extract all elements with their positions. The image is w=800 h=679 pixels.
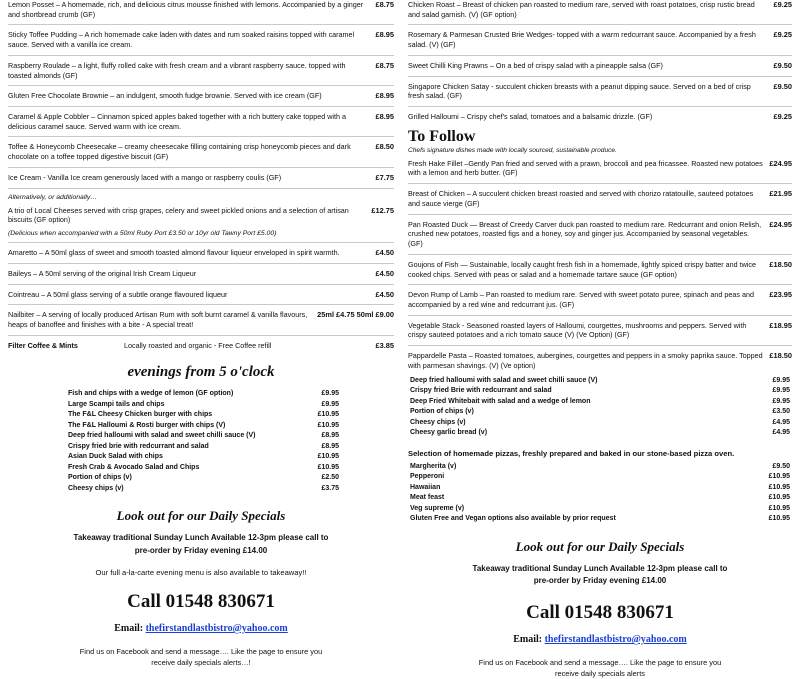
item-price: £10.95 [317,463,339,471]
divider [8,85,394,86]
item-name: Fresh Crab & Avocado Salad and Chips [68,463,200,471]
item-name: Meat feast [410,494,445,502]
divider [8,284,394,285]
menu-item [408,351,792,370]
list-item [410,418,790,429]
item-name: Crispy fried brie with redcurrant and salad [68,442,209,450]
menu-item [8,173,394,183]
menu-item-price: £8.75 [375,60,394,70]
list-item [410,397,790,408]
list-item [410,428,790,439]
item-price: £9.95 [772,387,790,395]
menu-item-description: Gluten Free Chocolate Brownie – an indulgent, smooth fudge brownie. Served with ice cream (GF) [8,91,322,101]
item-name: Gluten Free and Vegan options also available by prior request [410,515,616,523]
divider [8,167,394,168]
item-name: Portion of chips (v) [68,474,132,482]
list-item [68,421,339,432]
takeaway-line-2: pre-order by Friday evening £14.00 [533,576,667,586]
menu-item-price: £18.95 [769,320,792,330]
divider [8,188,394,189]
list-item [410,504,790,515]
item-price: £4.95 [772,418,790,426]
item-name: Cheesy garlic bread (v) [410,429,488,437]
divider [408,254,792,255]
menu-item [8,30,394,49]
email-label: Email: [114,622,144,634]
list-item [410,493,790,504]
item-name: Pepperoni [410,473,445,481]
menu-item-description: Raspberry Roulade – a light, fluffy rolled cake with fresh cream and a vibrant raspberry sauce. topped with toasted almonds (GF) [8,60,346,80]
list-item [410,472,790,483]
menu-item [408,0,792,19]
item-price: £10.95 [768,515,790,523]
item-name: Hawaiian [410,483,441,491]
list-item [68,389,339,400]
evening-heading: evenings from 5 o'clock [127,364,275,381]
item-name: Deep Fried Whitebait with salad and a wedge of lemon [410,397,591,405]
list-item [410,462,790,473]
item-name: Veg supreme (v) [410,504,465,512]
menu-item-description: Rosemary & Parmesan Crusted Brie Wedges- topped with a warm redcurrant sauce. Accompanied by a fresh salad. (V) (GF) [408,30,756,50]
divider [408,55,792,56]
phone-number: Call 01548 830671 [526,602,674,624]
item-name: Deep fried halloumi with salad and sweet chilli sauce (V) [410,376,598,384]
menu-item [8,269,394,279]
menu-item [408,220,792,249]
right-column [400,0,800,679]
divider [408,345,792,346]
divider [8,24,394,25]
list-item [68,410,339,421]
item-name: The F&L Cheesy Chicken burger with chips [68,411,213,419]
menu-item-price: £9.50 [773,81,792,91]
menu-item-description: Sticky Toffee Pudding – A rich homemade cake laden with dates and rum soaked raisins topped with caramel sauce. Served with a vanilla ice cream. [8,30,355,50]
menu-item-price: £8.50 [375,142,394,152]
cheese-port-note: (Delicious when accompanied with a 50ml Ruby Port £3.50 or 10yr old Tawny Port £5.00) [8,230,277,238]
menu-item-description: Grilled Halloumi – Crispy chef's salad, tomatoes and a balsamic drizzle. (GF) [408,112,653,122]
menu-item [408,61,792,71]
email-link[interactable]: thefirstandlastbistro@yahoo.com [145,622,288,634]
list-item [410,386,790,397]
takeaway-notice [408,563,792,589]
menu-item [408,189,792,208]
menu-item-price: £8.95 [375,112,394,122]
menu-item-description: Vegetable Stack - Seasoned roasted layers of Halloumi, courgettes, mushrooms and peppers. Served with crispy sauteed potatoes and a rich tomato sauce (V) (Ve Option) (GF) [408,320,747,340]
divider [8,263,394,264]
menu-item-price: £24.95 [769,219,792,229]
menu-item-price: £4.50 [375,268,394,278]
menu-item-price: £9.50 [773,60,792,70]
facebook-line-2: receive daily specials alerts [555,669,645,679]
item-name: Portion of chips (v) [410,408,474,416]
item-price: £9.95 [321,390,339,398]
divider [8,242,394,243]
facebook-notice [8,646,394,668]
left-column [0,0,400,668]
item-name: Large Scampi tails and chips [68,400,165,408]
menu-item-price: £18.50 [769,351,792,361]
item-price: £10.95 [768,483,790,491]
item-name: Fish and chips with a wedge of lemon (GF option) [68,390,234,398]
facebook-line-1: Find us on Facebook and send a message…. Like the page to ensure you [79,646,323,656]
menu-item-price: £4.50 [375,248,394,258]
pizza-list [408,462,792,525]
cheese-description: A trio of Local Cheeses served with crisp grapes, celery and sweet pickled onions and a selection of artisan biscuits (GF option) [8,205,349,225]
list-item [68,400,339,411]
alacarte-notice: Our full a-la-carte evening menu is also available to takeaway!! [95,567,307,577]
menu-item-description: Lemon Posset – A homemade, rich, and delicious citrus mousse finished with lemons. Accompanied by a ginger and shortbread crumb (GF) [8,0,364,19]
list-item [410,376,790,387]
menu-item-price: £7.75 [375,172,394,182]
alternatively-note: Alternatively, or additionally… [8,193,98,201]
menu-item [408,112,792,122]
cheese-item [8,206,394,225]
takeaway-line-2: pre-order by Friday evening £14.00 [134,546,268,556]
menu-item-description: Caramel & Apple Cobbler – Cinnamon spiced apples baked together with a rich buttery cake topped with a delicious caramel sauce. Served warm with ice cream. [8,112,347,131]
list-item [68,452,339,463]
menu-item [8,61,394,80]
menu-item-description: Pappardelle Pasta – Roasted tomatoes, aubergines, courgettes and peppers in a smoky paprika sauce. Topped with parmesan shavings. (V) (Ve option) [408,351,763,370]
daily-specials-heading: Look out for our Daily Specials [116,508,286,524]
pizza-header: Selection of homemade pizzas, freshly prepared and baked in our stone-based pizza oven. [408,448,735,458]
item-name: The F&L Halloumi & Rosti burger with chips (V) [68,421,226,429]
item-price: £2.50 [321,474,339,482]
divider [408,214,792,215]
item-price: £9.95 [772,376,790,384]
menu-item-description: Fresh Hake Fillet –Gently Pan fried and served with a prawn, broccoli and pea fricassee. Roasted new potatoes with a lemon and herb butter. (GF) [408,158,763,178]
menu-item-description: Sweet Chilli King Prawns – On a bed of crispy salad with a pineapple salsa (GF) [408,60,663,70]
item-price: £4.95 [772,429,790,437]
coffee-note: Locally roasted and organic - Free Coffee refill [124,340,272,350]
facebook-line-2: receive daily specials alerts…! [151,658,251,668]
menu-item-price: £4.50 [375,289,394,299]
item-name: Cheesy chips (v) [68,484,124,492]
coffee-price: £3.85 [375,340,394,350]
list-item [410,483,790,494]
divider [8,304,394,305]
menu-item [408,290,792,309]
item-price: £10.95 [768,473,790,481]
list-item [68,473,339,484]
nailbiter-description: Nailbiter – A serving of locally produced Artisan Rum with soft burnt caramel & vanilla flavours, heaps of banoffee and finishes with a bite - A special treat! [8,310,308,329]
menu-item-description: Cointreau – A 50ml glass serving of a subtle orange flavoured liqueur [8,289,228,299]
menu-item [8,142,394,161]
divider [408,284,792,285]
item-price: £9.95 [772,397,790,405]
item-price: £9.50 [772,462,790,470]
snacks-list [408,376,792,439]
menu-item-description: Goujons of Fish — Sustainable, locally caught fresh fish in a homemade, lightly spiced crispy batter and twice cooked chips. Served with peas or salad and a homemade tartare sauce (GF option) [408,259,756,279]
takeaway-line-1: Takeaway traditional Sunday Lunch Available 12-3pm please call to [472,563,728,573]
menu-item-price: £9.25 [773,0,792,9]
divider [8,106,394,107]
list-item [68,442,339,453]
menu-item-description: Baileys – A 50ml serving of the original Irish Cream Liqueur [8,268,197,278]
item-price: £10.95 [317,453,339,461]
menu-item [8,91,394,101]
nailbiter-price: 25ml £4.75 50ml £9.00 [317,310,394,320]
email-label: Email: [513,634,543,646]
divider [408,315,792,316]
facebook-notice [408,657,792,679]
takeaway-line-1: Takeaway traditional Sunday Lunch Available 12-3pm please call to [73,533,329,543]
email-link[interactable]: thefirstandlastbistro@yahoo.com [544,634,687,646]
menu-item-price: £21.95 [769,189,792,199]
menu-item [8,290,394,300]
menu-item [408,159,792,178]
daily-specials-heading: Look out for our Daily Specials [515,538,685,554]
menu-item [408,321,792,340]
email-line [408,634,792,645]
menu-item-price: £9.25 [773,30,792,40]
phone-number: Call 01548 830671 [127,590,275,612]
menu-item-price: £23.95 [769,290,792,300]
menu-item-description: Amaretto – A 50ml glass of sweet and smooth toasted almond flavour liqueur enveloped in spirit warmth. [8,248,340,258]
menu-item-description: Breast of Chicken – A succulent chicken breast roasted and served with chorizo ratatouille, sauteed potatoes and sauce vierge (GF) [408,189,754,208]
list-item [68,463,339,474]
item-price: £9.95 [321,400,339,408]
item-price: £10.95 [317,421,339,429]
divider [8,335,394,336]
item-price: £3.75 [321,484,339,492]
coffee-name: Filter Coffee & Mints [8,340,78,350]
menu-item-price: £8.95 [375,30,394,40]
list-item [68,431,339,442]
item-price: £3.50 [772,408,790,416]
menu-item-description: Devon Rump of Lamb – Pan roasted to medium rare. Served with sweet potato puree, spinach and peas and accompanied by a red wine and redcurrant jus. (GF) [408,290,755,309]
menu-item [8,112,394,131]
coffee-item [8,341,394,351]
menu-item-price: £8.75 [375,0,394,9]
menu-item-price: £9.25 [773,112,792,122]
item-price: £10.95 [317,411,339,419]
item-price: £10.95 [768,494,790,502]
item-price: £8.95 [321,432,339,440]
item-price: £8.95 [321,442,339,450]
facebook-line-1: Find us on Facebook and send a message…. Like the page to ensure you [478,658,722,668]
item-name: Deep fried halloumi with salad and sweet chilli sauce (V) [68,432,256,440]
menu-item-price: £24.95 [769,158,792,168]
divider [8,136,394,137]
menu-item-description: Toffee & Honeycomb Cheesecake – creamy cheesecake filling containing crisp honeycomb pieces and dark chocolate on a toffee topped digestive biscuit (GF) [8,142,351,162]
takeaway-notice [8,532,394,558]
divider [8,55,394,56]
evening-list [8,389,394,494]
divider [408,76,792,77]
cheese-price: £12.75 [371,205,394,215]
menu-item [408,30,792,49]
list-item [410,514,790,525]
menu-item-description: Singapore Chicken Satay - succulent chicken breasts with a peanut dipping sauce. Served on a bed of crisp fresh salad. (GF) [408,81,751,101]
item-name: Cheesy chips (v) [410,418,466,426]
item-name: Crispy fried Brie with redcurrant and salad [410,387,552,395]
divider [408,106,792,107]
menu-item-description: Chicken Roast – Breast of chicken pan roasted to medium rare, served with roast potatoes, crisp rustic bread and salad garnish. (V) (GF option) [408,0,755,19]
divider [408,24,792,25]
menu-item [8,0,394,19]
item-name: Asian Duck Salad with chips [68,453,163,461]
menu-item [408,260,792,279]
email-line [8,623,394,634]
item-name: Margherita (v) [410,462,457,470]
menu-item [8,248,394,258]
section-title-to-follow: To Follow [408,127,476,145]
menu-item-description: Pan Roasted Duck — Breast of Creedy Carver duck pan roasted to medium rare. Redcurrant and onion Relish, crushed new potatoes, roasted figs and a honey, soy and ginger jus. Accompanied by seasonal vegetables. (GF) [408,219,762,249]
divider [408,183,792,184]
list-item [410,407,790,418]
nailbiter-item [8,310,394,329]
menu-item [408,82,792,101]
list-item [68,484,339,495]
menu-item-price: £18.50 [769,259,792,269]
menu-item-price: £8.95 [375,91,394,101]
item-price: £10.95 [768,504,790,512]
section-subtitle: Chefs signature dishes made with locally sourced, sustainable produce. [408,146,617,154]
menu-item-description: Ice Cream - Vanilla Ice cream generously laced with a mango or raspberry coulis (GF) [8,172,282,182]
